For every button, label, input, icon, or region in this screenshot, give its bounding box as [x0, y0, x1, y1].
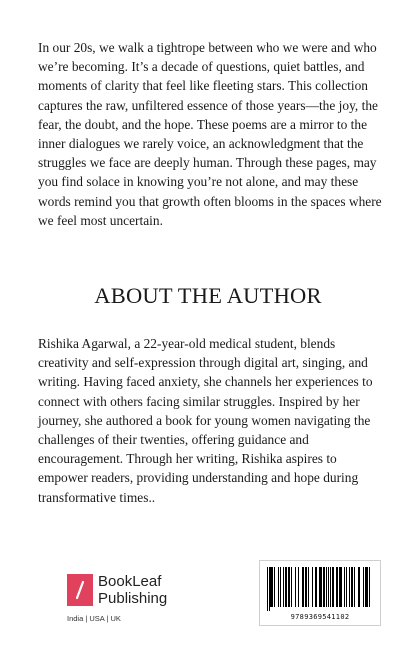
barcode-bar	[291, 567, 292, 607]
barcode-bar	[351, 567, 353, 607]
barcode-bar	[319, 567, 322, 607]
isbn-number: 9789369541102	[290, 613, 350, 621]
back-cover-blurb: In our 20s, we walk a tightrope between who we were and who we’re becoming. It’s a decade of questions, quiet battles, and moments of clarity that feel like fleeting stars. This collection captures the raw, unfiltered essence of those years—the joy, the fear, the doubt, and the hope. These poems are a mirror to the inner dialogues we rarely voice, an acknowledgment that the struggles we face are deeply human. Through these pages, may you find solace in knowing you’re not alone, and may these words remind you that growth often blooms in the spaces where we feel most uncertain.	[38, 40, 382, 228]
about-author-heading: ABOUT THE AUTHOR	[94, 283, 322, 308]
barcode-bar	[298, 567, 299, 607]
barcode-bar	[363, 567, 364, 607]
barcode-bar	[330, 567, 331, 607]
barcode-bar	[336, 567, 338, 607]
barcode-bar	[323, 567, 325, 607]
barcode-bar	[302, 567, 304, 607]
barcode-bar	[349, 567, 350, 607]
barcode-bar	[269, 567, 270, 611]
publisher-regions: India | USA | UK	[67, 614, 121, 623]
barcode-bar	[346, 567, 347, 607]
barcode-bar	[328, 567, 329, 607]
barcode-bar	[369, 567, 370, 607]
barcode-bar	[365, 567, 368, 607]
publisher-name-line2: Publishing	[98, 590, 168, 607]
publisher-name-line1: BookLeaf	[98, 573, 162, 590]
barcode-bar	[280, 567, 281, 607]
barcode-bar	[312, 567, 313, 607]
barcode-bar	[315, 567, 317, 607]
barcode-bars	[266, 567, 374, 611]
barcode-bar	[332, 567, 334, 607]
publisher-name	[98, 573, 167, 607]
barcode-bar	[288, 567, 290, 607]
barcode-bar	[305, 567, 307, 607]
bookleaf-logo-icon	[67, 574, 93, 606]
barcode-bar	[283, 567, 284, 607]
barcode-bar	[344, 567, 345, 607]
isbn-barcode	[259, 560, 381, 626]
barcode-bar	[326, 567, 327, 607]
author-bio: Rishika Agarwal, a 22-year-old medical student, blends creativity and self-expression through digital art, singing, and writing. Having faced anxiety, she channels her experiences to connect with others facing similar struggles. Inspired by her journey, she authored a book for young women navigating the challenges of their twenties, offering guidance and encouragement. Through her writing, Rishika aspires to empower readers, providing understanding and hope during transformative times..	[38, 336, 373, 505]
barcode-bar	[267, 567, 268, 611]
barcode-bar	[339, 567, 342, 607]
barcode-bar	[278, 567, 279, 607]
barcode-bar	[285, 567, 287, 607]
barcode-bar	[308, 567, 309, 607]
barcode-bar	[358, 567, 360, 607]
barcode-bar	[354, 567, 355, 607]
barcode-bar	[274, 567, 275, 607]
barcode-bar	[295, 567, 296, 607]
barcode-bar	[270, 567, 273, 607]
